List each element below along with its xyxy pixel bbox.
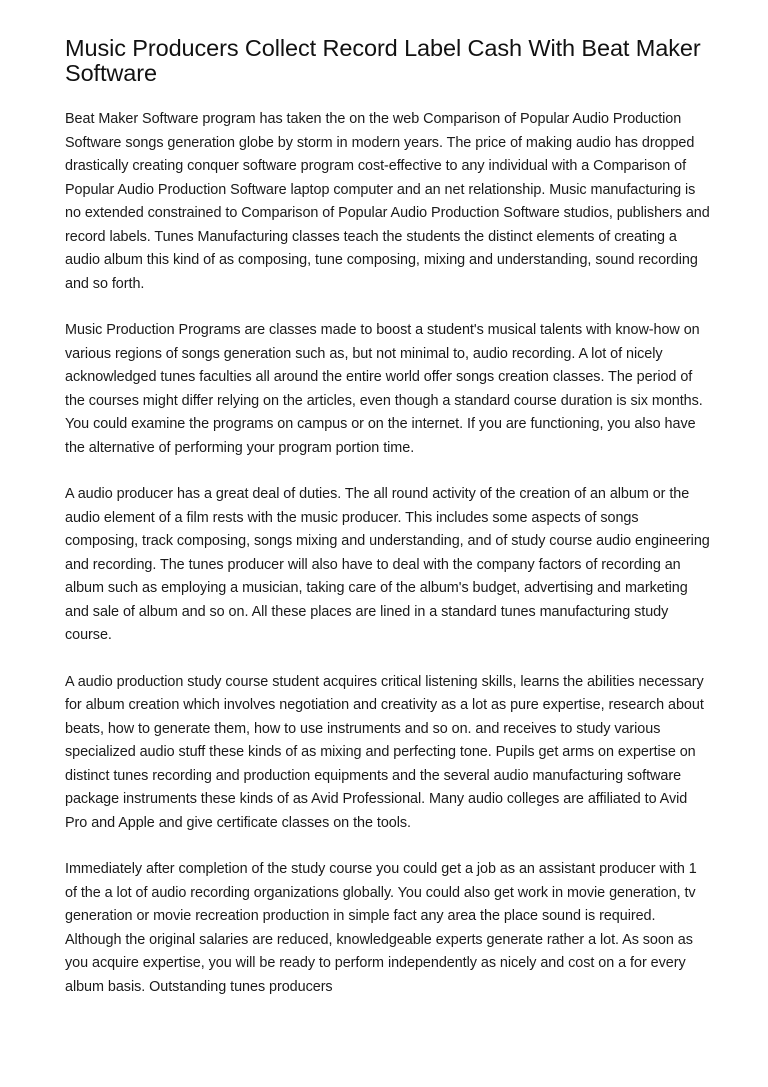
paragraph-4: A audio production study course student acquires critical listening skills, learns the abilities necessary for album creation which involves negotiation and creativity as a lot as pure expertise, research about beats, how to generate them, how to use instruments and so on. and receives to study various specialized audio stuff these kinds of as mixing and perfecting tone. Pupils get arms on expertise on distinct tunes recording and production equipments and the several audio manufacturing software package instruments these kinds of as Avid Professional. Many audio colleges are affiliated to Avid Pro and Apple and give certificate classes on the tools. xyxy=(65,673,704,831)
paragraph-2: Music Production Programs are classes made to boost a student's musical talents with know-how on various regions of songs generation such as, but not minimal to, audio recording. A lot of nicely acknowledged tunes faculties all around the entire world offer songs creation classes. The period of the courses might differ relying on the articles, even though a standard course duration is six months. You could examine the programs on campus or on the internet. If you are functioning, you also have the alternative of performing your program portion time. xyxy=(65,322,703,456)
document-body xyxy=(65,108,711,999)
paragraph-5: Immediately after completion of the study course you could get a job as an assistant producer with 1 of the a lot of audio recording organizations globally. You could also get work in movie generation, tv generation or movie recreation production in simple fact any area the place sound is required. Although the original salaries are reduced, knowledgeable experts generate rather a lot. As soon as you acquire expertise, you will be ready to perform independently as nicely and cost on a for every album basis. Outstanding tunes producers xyxy=(65,861,697,995)
page-title: Music Producers Collect Record Label Cash With Beat Maker Software xyxy=(65,35,701,86)
document-page xyxy=(65,36,711,1022)
paragraph-1: Beat Maker Software program has taken the on the web Comparison of Popular Audio Production Software songs generation globe by storm in modern years. The price of making audio has dropped drastically creating conquer software program cost-effective to any individual with a Comparison of Popular Audio Production Software laptop computer and an net relationship. Music manufacturing is no extended constrained to Comparison of Popular Audio Production Software studios, publishers and record labels. Tunes Manufacturing classes teach the students the distinct elements of creating a audio album this kind of as composing, tune composing, mixing and understanding, sound recording and so forth. xyxy=(65,111,710,292)
paragraph-3: A audio producer has a great deal of duties. The all round activity of the creation of an album or the audio element of a film rests with the music producer. This includes some aspects of songs composing, track composing, songs mixing and understanding, and of study course audio engineering and recording. The tunes producer will also have to deal with the company factors of recording an album such as employing a musician, taking care of the album's budget, advertising and marketing and sale of album and so on. All these places are lined in a standard tunes manufacturing study course. xyxy=(65,486,710,643)
